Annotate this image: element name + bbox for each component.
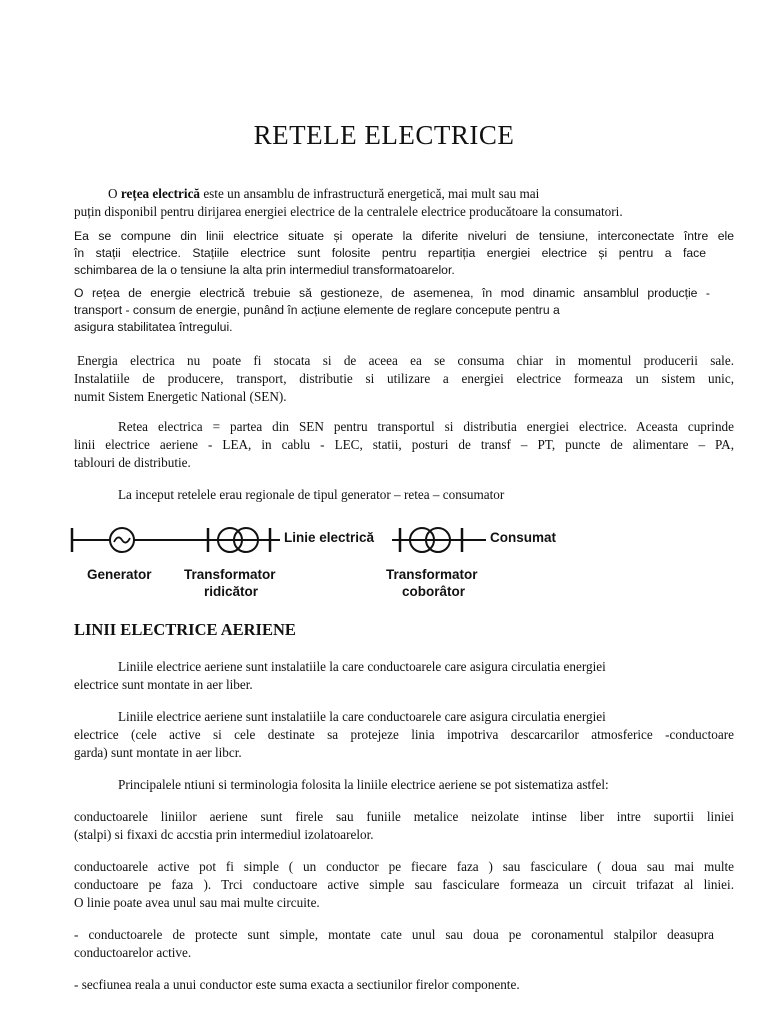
text-line: conductoare pe faza ). Trci conductoare active simple sau fasciculare formeaza un circuit trifazat al liniei. bbox=[74, 877, 734, 892]
text-line: Principalele ntiuni si terminologia folosita la liniile electrice aeriene se pot sistematiza astfel: bbox=[118, 777, 609, 792]
text-line: (stalpi) si fixaxi dc accstia prin intermediul izolatoarelor. bbox=[74, 827, 374, 842]
paragraph-gestionare bbox=[74, 285, 734, 336]
text-line: electrice sunt montate in aer liber. bbox=[74, 677, 253, 692]
text-line: conductoarele active pot fi simple ( un conductor pe fiecare faza ) sau fasciculare ( doua sau mai multe bbox=[74, 859, 734, 874]
text-line: - conductoarele de protecte sunt simple, montate cate unul sau doua pe coronamentul stalpilor deasupra bbox=[74, 927, 714, 942]
grid-diagram bbox=[70, 518, 570, 608]
text-line: Liniile electrice aeriene sunt instalatiile la care conductoarele care asigura circulatia energiei bbox=[118, 659, 606, 674]
paragraph-energia bbox=[74, 352, 734, 406]
consumer-label: Consumat bbox=[490, 530, 557, 545]
intro-line-2: puțin disponibil pentru dirijarea energiei electrice de la centralele electrice producătoare la consumatori. bbox=[74, 204, 623, 219]
text-line: în stații electrice. Stațiile electrice sunt folosite pentru repartiția energiei electrice și pentru a face bbox=[74, 246, 706, 260]
text-line: O rețea de energie electrică trebuie să gestioneze, de asemenea, în mod dinamic ansamblul producție - bbox=[74, 286, 710, 300]
intro-bold-term: rețea electrică bbox=[120, 186, 201, 201]
text-line: conductoarelor active. bbox=[74, 945, 192, 960]
text-line: schimbarea de la o tensiune la alta prin intermediul transformatoarelor. bbox=[74, 263, 455, 277]
paragraph-sectiune bbox=[74, 976, 734, 994]
text-line: numit Sistem Energetic National (SEN). bbox=[74, 389, 287, 404]
page-title: RETELE ELECTRICE bbox=[253, 120, 515, 150]
transformer-down-label: Transformator bbox=[386, 567, 478, 582]
paragraph-conductoare bbox=[74, 808, 734, 844]
intro-paragraph bbox=[74, 185, 734, 221]
intro-lead-word: O bbox=[108, 186, 118, 201]
text-line: Energia electrica nu poate fi stocata si de aceea ea se consuma chiar in momentul producerii sale. bbox=[77, 353, 734, 368]
text-line: transport - consum de energie, punând în acțiune elemente de reglare concepute pentru a bbox=[74, 303, 560, 317]
paragraph-terminologie bbox=[74, 776, 734, 794]
paragraph-definitie-1 bbox=[74, 658, 734, 694]
text-line: Liniile electrice aeriene sunt instalatiile la care conductoarele care asigura circulatia energiei bbox=[118, 709, 606, 724]
paragraph-compunere bbox=[74, 228, 734, 279]
text-line: asigura stabilitatea întregului. bbox=[74, 320, 233, 334]
text-line: garda) sunt montate in aer libcr. bbox=[74, 745, 242, 760]
text-line: Ea se compune din linii electrice situate și operate la diferite niveluri de tensiune, interconectate între ele bbox=[74, 229, 734, 243]
text-line: - secfiunea reala a unui conductor este suma exacta a sectiunilor firelor componente. bbox=[74, 977, 520, 992]
text-line: Instalatiile de producere, transport, distributie si utilizare a energiei electrice formeaza un sistem unic, bbox=[74, 371, 734, 386]
transformer-down-sublabel: coborâtor bbox=[402, 584, 466, 599]
text-line: electrice (cele active si cele destinate sa protejeze linia impotriva descarcarilor atmosferice -conductoare bbox=[74, 727, 734, 742]
section-heading: LINII ELECTRICE AERIENE bbox=[74, 620, 296, 639]
transformer-up-sublabel: ridicător bbox=[204, 584, 259, 599]
generator-label: Generator bbox=[87, 567, 152, 582]
paragraph-retea-electrica bbox=[74, 418, 734, 472]
text-line: La inceput retelele erau regionale de tipul generator – retea – consumator bbox=[118, 487, 505, 502]
text-line: conductoarele liniilor aeriene sunt firele sau funiile metalice neizolate intinse liber intre suportii liniei bbox=[74, 809, 734, 824]
paragraph-conductoare-active bbox=[74, 858, 734, 912]
paragraph-definitie-2 bbox=[74, 708, 734, 762]
intro-line-1-rest: este un ansamblu de infrastructură energetică, mai mult sau mai bbox=[203, 186, 540, 201]
paragraph-inceput bbox=[74, 486, 734, 504]
text-line: Retea electrica = partea din SEN pentru transportul si distributia energiei electrice. Aceasta cuprinde bbox=[118, 419, 734, 434]
intro-line-1 bbox=[74, 185, 734, 203]
transformer-up-label: Transformator bbox=[184, 567, 276, 582]
text-line: linii electrice aeriene - LEA, in cablu - LEC, statii, posturi de transf – PT, puncte de alimentare – PA, bbox=[74, 437, 734, 452]
text-line: O linie poate avea unul sau mai multe circuite. bbox=[74, 895, 320, 910]
paragraph-conductoare-protectie bbox=[74, 926, 734, 962]
text-line: tablouri de distributie. bbox=[74, 455, 191, 470]
line-label: Linie electrică bbox=[284, 530, 375, 545]
